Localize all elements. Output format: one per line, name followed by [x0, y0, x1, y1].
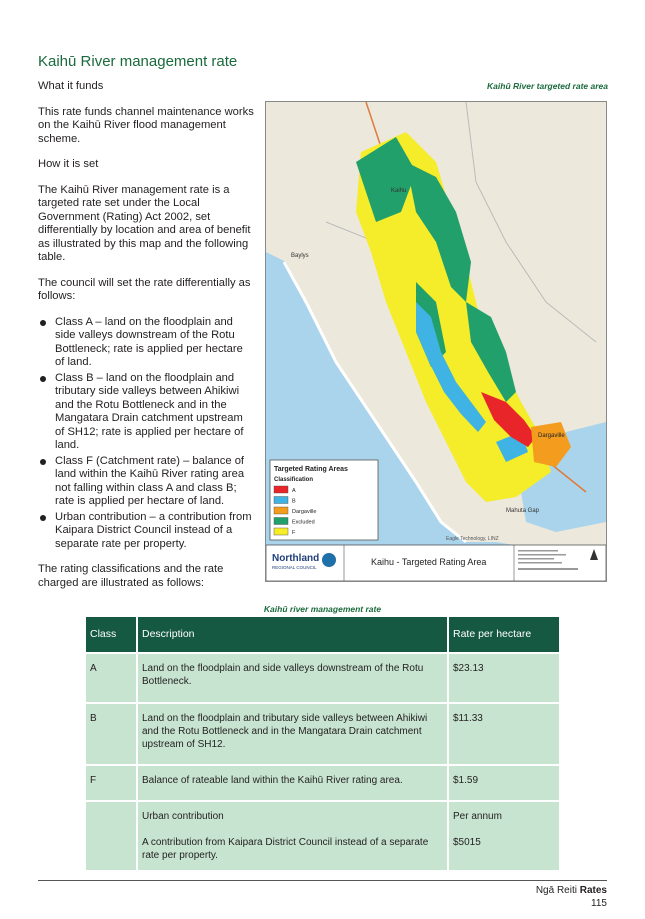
logo-icon: [322, 553, 336, 567]
bullet-icon: [40, 320, 46, 326]
table-caption: Kaihū river management rate: [263, 604, 382, 614]
legend-label: B: [292, 498, 296, 505]
legend-label: A: [292, 488, 296, 494]
legend-label: F: [292, 530, 296, 536]
list-item: [38, 455, 254, 509]
cell-class: [86, 801, 137, 870]
map-label-mahuta-gap: Mahuta Gap: [506, 508, 540, 514]
logo-text: Northland: [272, 553, 320, 564]
cell-rate: $1.59: [448, 765, 559, 801]
diff-text: The council will set the rate differentially as follows:: [38, 276, 251, 302]
map-label-baylys: Baylys: [291, 253, 309, 259]
cell-class: A: [86, 653, 137, 703]
bullet-text: Class A – land on the floodplain and side valleys downstream of the Rotu Bottleneck; rate is applied per hectare of land.: [55, 315, 243, 368]
rates-table: [86, 617, 559, 870]
legend-label: Dargaville: [292, 509, 317, 515]
legend-swatch: [274, 528, 288, 535]
legend-swatch: [274, 497, 288, 504]
closing-text: The rating classifications and the rate charged are illustrated as follows:: [38, 563, 224, 589]
col-header-rate: Rate per hectare: [448, 617, 559, 653]
cell-description: Land on the floodplain and tributary side valleys between Ahikiwi and the Rotu Bottleneck and in the Mangatara Drain catchment upstream of SH12.: [137, 703, 448, 765]
bullet-text: Class F (Catchment rate) – balance of land within the Kaihū River rating area not falling within class A and class B; rate is applied per hectare of land.: [55, 454, 245, 507]
map-label-kaihu: Kaihu: [391, 188, 407, 194]
legend-label: Excluded: [292, 519, 315, 526]
col-header-description: Description: [137, 617, 448, 653]
how-text: The Kaihū River management rate is a targeted rate set under the Local Government (Rating) Act 2002, set differentially by location and area of benefit as illustrated by this map and the following table.: [38, 183, 251, 263]
legend-swatch: [274, 507, 288, 514]
cell-rate: [448, 801, 559, 870]
page-title: Kaihū River management rate: [38, 53, 238, 70]
cell-description: Balance of rateable land within the Kaihū River rating area.: [137, 765, 448, 801]
col-header-class: Class: [86, 617, 137, 653]
urban-rate: $5015: [453, 837, 481, 848]
bullet-text: Class B – land on the floodplain and tributary side valleys between Ahikiwi and the Rotu Bottleneck and in the Mangatara Drain catchment upstream of SH12; rate is applied per hectare of land.: [55, 371, 244, 451]
legend-swatch: [274, 486, 288, 493]
footer-section: Ngā Reiti: [535, 885, 577, 896]
urban-description: A contribution from Kaipara District Council instead of a separate rate per property.: [142, 837, 429, 861]
class-list: [38, 316, 254, 552]
map-label-dargaville: Dargaville: [538, 433, 565, 439]
legend-swatch: [274, 518, 288, 525]
legend-subtitle: Classification: [274, 477, 314, 483]
map-graphic: [266, 102, 606, 581]
cell-rate: $11.33: [448, 703, 559, 765]
bullet-icon: [40, 459, 46, 465]
table-row: [86, 703, 559, 765]
left-column: [38, 80, 254, 602]
map-title: Kaihu - Targeted Rating Area: [371, 557, 487, 567]
list-item: [38, 372, 254, 453]
bullet-icon: [40, 515, 46, 521]
cell-rate: $23.13: [448, 653, 559, 703]
map-credit: Eagle Technology, LINZ: [446, 536, 499, 542]
urban-rate-label: Per annum: [453, 811, 502, 822]
map-caption: Kaihū River targeted rate area: [487, 81, 608, 91]
list-item: [38, 511, 254, 552]
how-heading: How it is set: [38, 158, 99, 170]
cell-description: [137, 801, 448, 870]
footer-section-bold: Rates: [579, 885, 607, 896]
table-row: [86, 653, 559, 703]
cell-class: F: [86, 765, 137, 801]
legend-title: Targeted Rating Areas: [274, 466, 348, 473]
logo-subtext: REGIONAL COUNCIL: [272, 565, 317, 570]
table-row: [86, 765, 559, 801]
bullet-icon: [40, 376, 46, 382]
page-number: 115: [591, 898, 607, 909]
bullet-text: Urban contribution – a contribution from Kaipara District Council instead of a separate rate per property.: [55, 510, 252, 550]
cell-class: B: [86, 703, 137, 765]
list-item: [38, 316, 254, 370]
table-row-urban: [86, 801, 559, 870]
what-text: This rate funds channel maintenance works on the Kaihū River flood management scheme.: [38, 105, 254, 145]
what-heading: What it funds: [38, 80, 104, 92]
footer-rule: [38, 880, 607, 881]
urban-title: Urban contribution: [142, 811, 224, 822]
cell-description: Land on the floodplain and side valleys downstream of the Rotu Bottleneck.: [137, 653, 448, 703]
rating-area-map: [265, 101, 607, 582]
page-footer: [536, 884, 607, 910]
